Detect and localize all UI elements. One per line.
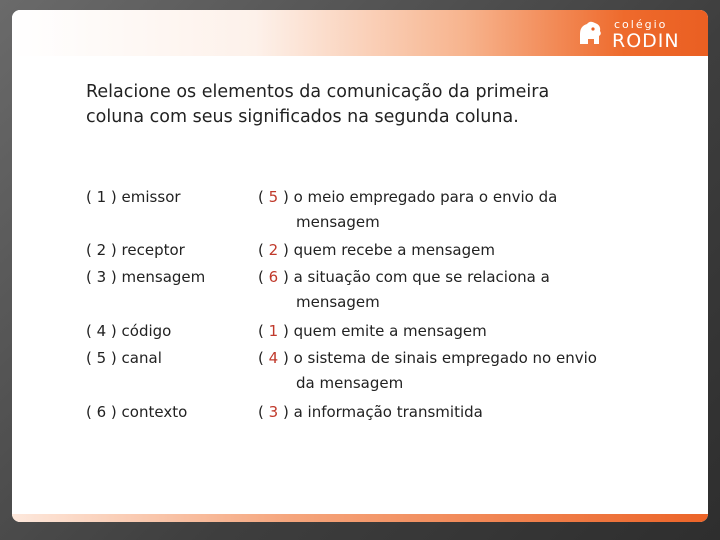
footer-band (12, 514, 708, 522)
definition-continuation: mensagem (296, 213, 380, 231)
definition-item (258, 264, 550, 313)
definition-continuation: da mensagem (296, 374, 404, 392)
term-item: ( 4 ) código (86, 322, 172, 340)
definition-continuation: mensagem (296, 293, 380, 311)
definition-item (258, 318, 487, 345)
definition-text: quem recebe a mensagem (293, 241, 495, 259)
term-item: ( 1 ) emissor (86, 188, 181, 206)
slide-card (12, 10, 708, 522)
paren-open: ( (258, 349, 269, 367)
paren-close: ) (278, 268, 294, 286)
term-item: ( 5 ) canal (86, 349, 162, 367)
lion-icon (574, 18, 606, 50)
term-item: ( 6 ) contexto (86, 403, 188, 421)
answer-number: 2 (268, 241, 279, 259)
paren-close: ) (278, 322, 294, 340)
answer-number: 1 (268, 322, 279, 340)
question-text (86, 80, 646, 130)
paren-close: ) (278, 349, 294, 367)
logo-subtitle: colégio (614, 18, 668, 31)
answer-number: 6 (268, 268, 279, 286)
paren-open: ( (258, 241, 269, 259)
paren-open: ( (258, 268, 269, 286)
paren-close: ) (278, 188, 294, 206)
definition-text: o meio empregado para o envio da (293, 188, 558, 206)
definition-text: o sistema de sinais empregado no envio (293, 349, 597, 367)
answer-number: 4 (268, 349, 279, 367)
definition-text: a informação transmitida (293, 403, 483, 421)
paren-open: ( (258, 403, 269, 421)
term-item: ( 3 ) mensagem (86, 268, 206, 286)
definition-item (258, 184, 557, 233)
definition-item (258, 237, 495, 264)
definition-text: quem emite a mensagem (293, 322, 487, 340)
paren-open: ( (258, 188, 269, 206)
answer-number: 3 (268, 403, 279, 421)
paren-open: ( (258, 322, 269, 340)
term-item: ( 2 ) receptor (86, 241, 185, 259)
question-line-2: coluna com seus significados na segunda coluna. (86, 107, 519, 127)
definition-item (258, 399, 483, 426)
definition-text: a situação com que se relaciona a (293, 268, 550, 286)
school-logo (556, 16, 696, 52)
definition-item (258, 345, 597, 394)
question-line-1: Relacione os elementos da comunicação da primeira (86, 82, 550, 102)
paren-close: ) (278, 403, 294, 421)
logo-title: RODIN (612, 30, 680, 52)
answer-number: 5 (268, 188, 279, 206)
paren-close: ) (278, 241, 294, 259)
